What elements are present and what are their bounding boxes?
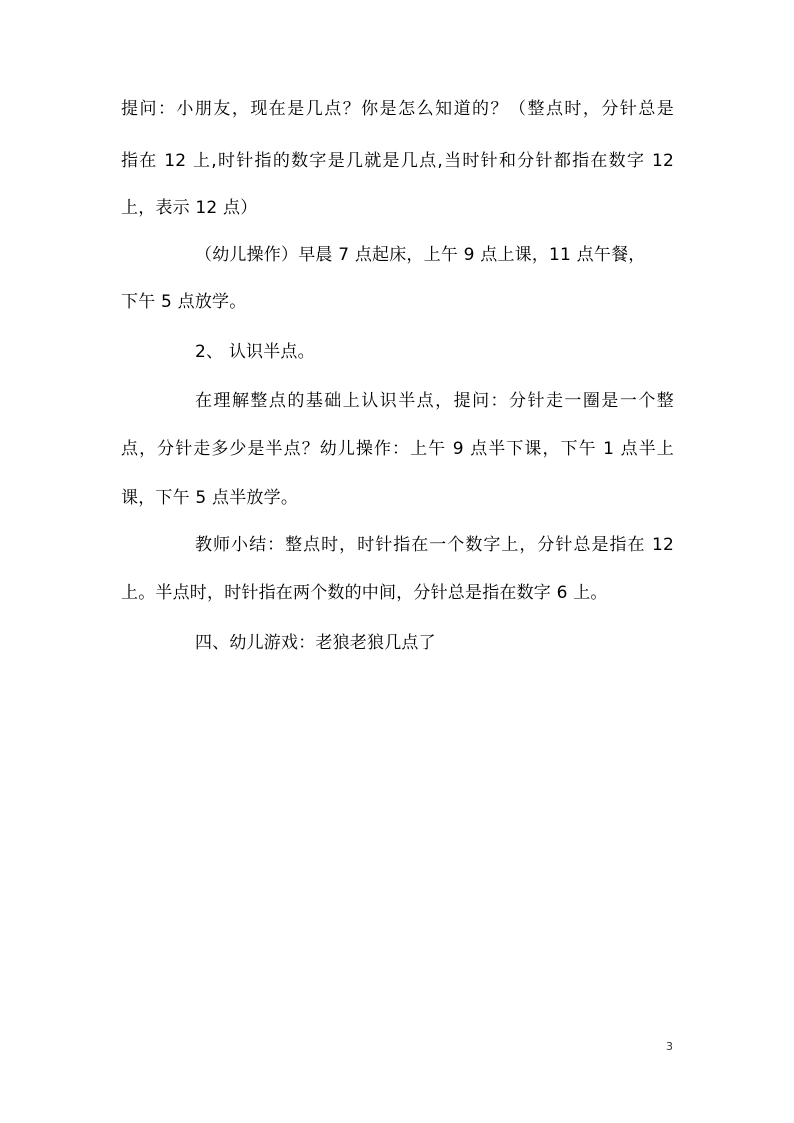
- paragraph-line: 上。半点时，时针指在两个数的中间，分针总是指在数字 6 上。: [121, 583, 608, 603]
- paragraph-line: 指在 12 上,时针指的数字是几就是几点,当时针和分针都指在数字 12: [121, 151, 674, 171]
- section-heading: 2、 认识半点。: [195, 342, 315, 362]
- section-heading: 四、幼儿游戏：老狼老狼几点了: [195, 633, 436, 653]
- paragraph-line: （幼儿操作）早晨 7 点起床，上午 9 点上课，11 点午餐，: [195, 245, 646, 265]
- paragraph-line: 上，表示 12 点）: [121, 198, 258, 218]
- paragraph-line: 在理解整点的基础上认识半点，提问：分针走一圈是一个整: [195, 391, 674, 411]
- paragraph-line: 点，分针走多少是半点？幼儿操作：上午 9 点半下课，下午 1 点半上: [121, 439, 674, 459]
- page-number: 3: [666, 1040, 673, 1053]
- paragraph-line: 课，下午 5 点半放学。: [121, 488, 299, 508]
- paragraph-line: 教师小结：整点时，时针指在一个数字上，分针总是指在 12: [195, 535, 674, 555]
- paragraph-line: 提问：小朋友，现在是几点？你是怎么知道的？（整点时，分针总是: [121, 99, 674, 119]
- paragraph-line: 下午 5 点放学。: [121, 292, 247, 312]
